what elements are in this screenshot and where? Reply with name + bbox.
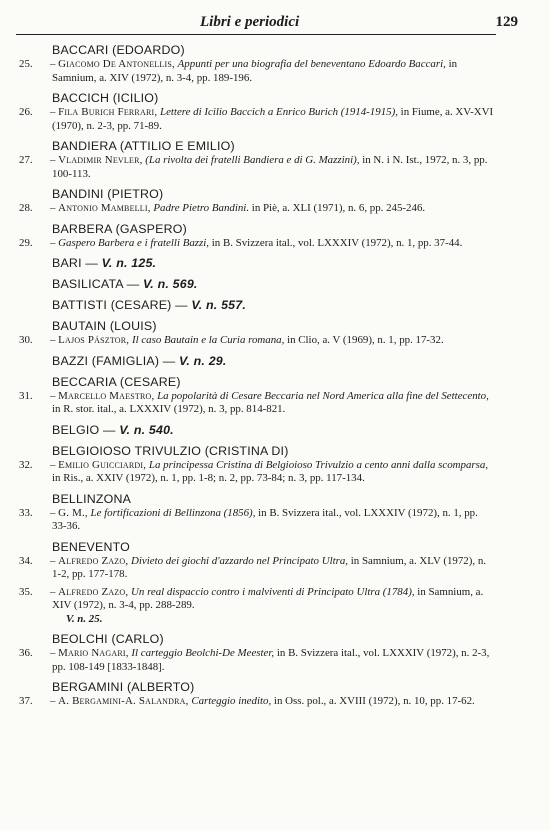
entry-author: Marcello Maestro, <box>58 389 155 402</box>
cross-reference: V. n. 125. <box>101 256 157 270</box>
entry-title: Carteggio inedito, <box>191 695 272 707</box>
entry-number: 33. <box>19 506 33 519</box>
entry-author: Giacomo De Antonellis, <box>58 58 175 70</box>
subject-heading-text: BARBERA (GASPERO) <box>52 221 187 236</box>
subject-heading <box>52 540 494 555</box>
entry-title: Il caso Bautain e la Curia romana, <box>131 334 285 346</box>
entry-title: (La rivolta dei fratelli Bandiera e di G. Mazzini), <box>145 154 360 166</box>
subject-heading <box>52 354 494 369</box>
running-title: Libri e periodici <box>200 14 300 30</box>
subject-heading-text: BATTISTI (CESARE) — <box>52 298 188 312</box>
entry-body: – A. Bergamini-A. Salandra, Carteggio inedito, in Oss. pol., a. XVIII (1972), n. 10, pp. 17-62. <box>50 695 475 707</box>
subject-heading-text: BELLINZONA <box>52 491 132 506</box>
subject-heading-text: BAUTAIN (LOUIS) <box>52 319 157 333</box>
subject-heading <box>52 139 494 154</box>
entry-number: 25. <box>19 58 33 70</box>
subject-heading <box>52 375 494 390</box>
entry-source: in R. stor. ital., a. LXXXIV (1972), n. 3, pp. 814-821. <box>52 403 286 415</box>
entry-source: in N. i N. Ist., 1972, n. 3, pp. 100-113. <box>52 154 488 180</box>
entry-number: 30. <box>19 334 33 346</box>
subject-heading <box>52 91 494 106</box>
bibliography-entry <box>16 334 494 348</box>
bibliography-entry <box>16 154 494 181</box>
page <box>16 12 518 713</box>
bibliography-entry <box>16 58 494 85</box>
subject-heading-text: BEOLCHI (CARLO) <box>52 632 164 646</box>
bibliography-entry <box>16 459 494 486</box>
subject-heading <box>52 277 494 292</box>
bibliography-entry <box>16 647 494 674</box>
entry-source: in Fiume, a. XV-XVI (1970), n. 2-3, pp. 71-89. <box>52 106 494 132</box>
entry-author: G. M., <box>58 506 88 519</box>
entry-number: 26. <box>19 106 33 118</box>
subject-heading-text: BASILICATA — <box>52 277 140 291</box>
cross-reference: V. n. 540. <box>119 422 174 437</box>
bibliography-entry <box>16 202 494 216</box>
entry-body: – Antonio Mambelli, Padre Pietro Bandini. in Piè, a. XLI (1971), n. 6, pp. 245-246. <box>50 202 426 214</box>
bibliography-entry <box>16 586 494 627</box>
page-number: 129 <box>495 14 518 30</box>
entry-author: Alfredo Zazo, <box>58 585 129 598</box>
entry-title: La popolarità di Cesare Beccaria nel Nord America alla fine del Settecento, <box>157 389 489 402</box>
entry-body: – Mario Nagari, Il carteggio Beolchi-De Meester, in B. Svizzera ital., vol. LXXXIV (1972), n. 2-3, pp. 108-149 [1833-1848]. <box>50 647 490 673</box>
entry-source: in Ris., a. XXIV (1972), n. 1, pp. 1-8; n. 2, pp. 73-84; n. 3, pp. 117-134. <box>52 472 365 484</box>
entry-source: in Samnium, a. XLV (1972), n. 1-2, pp. 177-178. <box>52 554 486 580</box>
entry-title: Il carteggio Beolchi-De Meester, <box>131 647 275 659</box>
subject-heading <box>52 222 494 237</box>
entry-title: Appunti per una biografia del beneventano Edoardo Baccari, <box>177 58 446 70</box>
entry-body: – Lajos Pásztor, Il caso Bautain e la Curia romana, in Clio, a. V (1969), n. 1, pp. 17-32. <box>50 334 444 346</box>
entry-source: in B. Svizzera ital., vol. LXXXIV (1972), n. 1, pp. 33-36. <box>52 506 478 532</box>
entry-body: – Gaspero Barbera e i fratelli Bazzi, in B. Svizzera ital., vol. LXXXIV (1972), n. 1, pp. 37-44. <box>50 236 463 249</box>
entry-title: Un real dispaccio contro i malviventi di Principato Ultra (1784), <box>131 585 415 598</box>
subject-heading <box>52 298 494 313</box>
entry-author: A. Bergamini-A. Salandra, <box>58 695 189 707</box>
subject-heading-text: BERGAMINI (ALBERTO) <box>52 680 195 694</box>
entry-author: Lajos Pásztor, <box>58 334 130 346</box>
running-header <box>16 12 518 35</box>
subject-heading <box>52 319 494 334</box>
bibliography-entry <box>16 507 494 534</box>
subject-heading <box>52 256 494 271</box>
entry-source: in B. Svizzera ital., vol. LXXXIV (1972), n. 1, pp. 37-44. <box>211 236 463 249</box>
subject-heading <box>52 492 494 507</box>
bibliography-list <box>16 43 494 709</box>
subject-heading <box>52 423 494 438</box>
subject-heading-text: BANDINI (PIETRO) <box>52 187 164 201</box>
subject-heading-text: BARI — <box>52 256 98 270</box>
entry-author: Mario Nagari, <box>58 647 129 659</box>
entry-number: 29. <box>19 236 33 249</box>
entry-number: 35. <box>19 585 33 598</box>
entry-source: in Piè, a. XLI (1971), n. 6, pp. 245-246. <box>251 202 426 214</box>
entry-source: in B. Svizzera ital., vol. LXXXIV (1972), n. 2-3, pp. 108-149 [1833-1848]. <box>52 647 490 673</box>
bibliography-entry <box>16 695 494 709</box>
subject-heading <box>52 187 494 202</box>
entry-source: in Clio, a. V (1969), n. 1, pp. 17-32. <box>287 334 444 346</box>
entry-number: 28. <box>19 202 33 214</box>
subject-heading <box>52 444 494 459</box>
entry-title: Lettere di Icilio Baccich a Enrico Burich (1914-1915), <box>160 106 398 118</box>
subject-heading <box>52 43 494 58</box>
subject-heading-text: BECCARIA (CESARE) <box>52 374 181 389</box>
subject-heading-text: BELGIOIOSO TRIVULZIO (CRISTINA DI) <box>52 443 289 458</box>
bibliography-entry <box>16 106 494 133</box>
entry-body: – Giacomo De Antonellis, Appunti per una biografia del beneventano Edoardo Baccari, in Samnium, a. XIV (1972), n. 3-4, pp. 189-196. <box>50 58 458 84</box>
entry-number: 36. <box>19 647 33 659</box>
entry-title: La principessa Cristina di Belgioioso Trivulzio a cento anni dalla scomparsa, <box>148 458 489 471</box>
entry-number: 37. <box>19 695 33 707</box>
entry-number: 34. <box>19 554 33 567</box>
subject-heading <box>52 632 494 647</box>
subject-heading <box>52 680 494 695</box>
entry-cross-reference: V. n. 25. <box>66 612 103 625</box>
entry-source: in Samnium, a. XIV (1972), n. 3-4, pp. 288-289. <box>52 585 484 611</box>
entry-number: 27. <box>19 154 33 166</box>
entry-title: Gaspero Barbera e i fratelli Bazzi, <box>58 236 210 249</box>
subject-heading-text: BELGIO — <box>52 422 116 437</box>
subject-heading-text: BENEVENTO <box>52 539 131 554</box>
bibliography-entry <box>16 555 494 582</box>
entry-author: Fila Burich Ferrari, <box>58 106 158 118</box>
entry-body: – Vladimir Nevler, (La rivolta dei fratelli Bandiera e di G. Mazzini), in N. i N. Ist., 1972, n. 3, pp. 100-113. <box>50 154 488 180</box>
cross-reference: V. n. 569. <box>142 277 198 291</box>
entry-author: Alfredo Zazo, <box>58 554 129 567</box>
subject-heading-text: BACCARI (EDOARDO) <box>52 43 185 57</box>
entry-body: – Alfredo Zazo, Divieto dei giochi d'azzardo nel Principato Ultra, in Samnium, a. XLV (1972), n. 1-2, pp. 177-178. <box>50 554 486 580</box>
entry-number: 31. <box>19 389 33 402</box>
subject-heading-text: BAZZI (FAMIGLIA) — <box>52 353 176 368</box>
entry-author: Emilio Guicciardi, <box>58 458 147 471</box>
cross-reference: V. n. 557. <box>191 298 246 312</box>
subject-heading-text: BACCICH (ICILIO) <box>52 91 159 105</box>
cross-reference: V. n. 29. <box>179 353 227 368</box>
entry-body: – G. M., Le fortificazioni di Bellinzona (1856), in B. Svizzera ital., vol. LXXXIV (1972), n. 1, pp. 33-36. <box>50 506 478 532</box>
entry-source: in Oss. pol., a. XVIII (1972), n. 10, pp. 17-62. <box>273 695 475 707</box>
entry-source: in Samnium, a. XIV (1972), n. 3-4, pp. 189-196. <box>52 58 458 84</box>
entry-number: 32. <box>19 458 33 471</box>
entry-title: Divieto dei giochi d'azzardo nel Principato Ultra, <box>131 554 349 567</box>
entry-author: Antonio Mambelli, <box>58 202 151 214</box>
bibliography-entry <box>16 390 494 417</box>
entry-title: Le fortificazioni di Bellinzona (1856), <box>90 506 256 519</box>
bibliography-entry <box>16 237 494 251</box>
entry-title: Padre Pietro Bandini. <box>153 202 250 214</box>
entry-author: Vladimir Nevler, <box>58 154 143 166</box>
entry-body: – Emilio Guicciardi, La principessa Cristina di Belgioioso Trivulzio a cento anni dalla scomparsa, in Ris., a. XXIV (1972), n. 1, pp. 1-8; n. 2, pp. 73-84; n. 3, pp. 117-134. <box>50 458 489 484</box>
subject-heading-text: BANDIERA (ATTILIO E EMILIO) <box>52 139 235 153</box>
entry-body: – Alfredo Zazo, Un real dispaccio contro i malviventi di Principato Ultra (1784), in Samnium, a. XIV (1972), n. 3-4, pp. 288-289. <box>50 585 484 611</box>
entry-body: – Marcello Maestro, La popolarità di Cesare Beccaria nel Nord America alla fine del Settecento, in R. stor. ital., a. LXXXIV (1972), n. 3, pp. 814-821. <box>50 389 489 415</box>
entry-body: – Fila Burich Ferrari, Lettere di Icilio Baccich a Enrico Burich (1914-1915), in Fiume, a. XV-XVI (1970), n. 2-3, pp. 71-89. <box>50 106 494 132</box>
